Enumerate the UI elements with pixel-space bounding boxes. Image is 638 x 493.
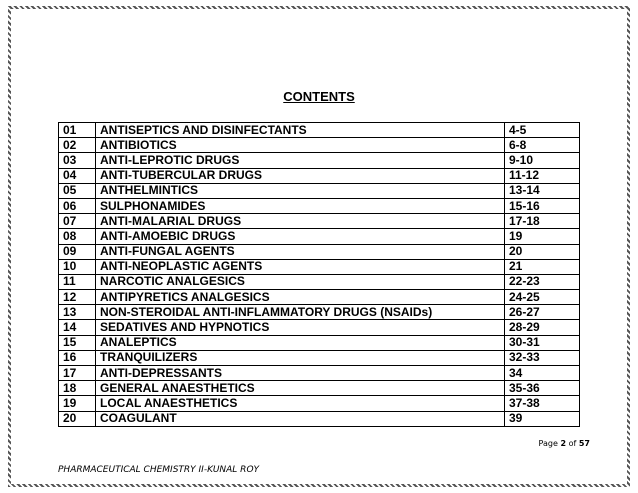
row-number: 18 (59, 381, 96, 396)
table-row (59, 350, 580, 365)
row-topic: ANTI-NEOPLASTIC AGENTS (96, 259, 505, 274)
page-label: Page (538, 439, 558, 448)
row-pages: 26-27 (505, 305, 580, 320)
page-number (539, 439, 590, 448)
row-topic: ANTI-FUNGAL AGENTS (96, 244, 505, 259)
row-pages: 20 (505, 244, 580, 259)
row-topic: ANTI-DEPRESSANTS (96, 366, 505, 381)
row-number: 16 (59, 350, 96, 365)
row-topic: TRANQUILIZERS (96, 350, 505, 365)
row-number: 13 (59, 305, 96, 320)
row-topic: ANTIBIOTICS (96, 138, 505, 153)
row-number: 12 (59, 290, 96, 305)
row-number: 02 (59, 138, 96, 153)
row-number: 20 (59, 411, 96, 426)
table-row (59, 214, 580, 229)
table-row (59, 290, 580, 305)
row-topic: ANTI-AMOEBIC DRUGS (96, 229, 505, 244)
row-number: 09 (59, 244, 96, 259)
row-number: 07 (59, 214, 96, 229)
row-topic: NON-STEROIDAL ANTI-INFLAMMATORY DRUGS (NSAIDs) (96, 305, 505, 320)
row-number: 10 (59, 259, 96, 274)
row-topic: ANTI-TUBERCULAR DRUGS (96, 168, 505, 183)
row-topic: LOCAL ANAESTHETICS (96, 396, 505, 411)
table-row (59, 183, 580, 198)
row-pages: 32-33 (505, 350, 580, 365)
page-current: 2 (560, 439, 567, 448)
table-row (59, 274, 580, 289)
row-pages: 6-8 (505, 138, 580, 153)
row-number: 19 (59, 396, 96, 411)
row-topic: ANTI-MALARIAL DRUGS (96, 214, 505, 229)
row-pages: 15-16 (505, 198, 580, 213)
row-pages: 37-38 (505, 396, 580, 411)
row-pages: 21 (505, 259, 580, 274)
row-pages: 35-36 (505, 381, 580, 396)
row-pages: 13-14 (505, 183, 580, 198)
row-topic: ANTI-LEPROTIC DRUGS (96, 153, 505, 168)
row-number: 14 (59, 320, 96, 335)
page-of: of (568, 439, 577, 448)
row-pages: 4-5 (505, 123, 580, 138)
row-number: 04 (59, 168, 96, 183)
table-row (59, 123, 580, 138)
row-pages: 34 (505, 366, 580, 381)
row-number: 11 (59, 274, 96, 289)
row-pages: 11-12 (505, 168, 580, 183)
row-topic: GENERAL ANAESTHETICS (96, 381, 505, 396)
table-row (59, 138, 580, 153)
table-row (59, 320, 580, 335)
row-number: 15 (59, 335, 96, 350)
row-pages: 24-25 (505, 290, 580, 305)
row-number: 03 (59, 153, 96, 168)
row-pages: 30-31 (505, 335, 580, 350)
row-topic: COAGULANT (96, 411, 505, 426)
table-row (59, 411, 580, 426)
table-row (59, 305, 580, 320)
table-row (59, 244, 580, 259)
row-topic: ANTHELMINTICS (96, 183, 505, 198)
row-number: 06 (59, 198, 96, 213)
page-total: 57 (578, 439, 590, 448)
table-row (59, 381, 580, 396)
table-row (59, 198, 580, 213)
table-row (59, 259, 580, 274)
page-title: CONTENTS (283, 89, 355, 104)
row-pages: 17-18 (505, 214, 580, 229)
row-pages: 28-29 (505, 320, 580, 335)
table-row (59, 168, 580, 183)
contents-table (58, 122, 580, 427)
table-row (59, 229, 580, 244)
row-topic: SEDATIVES AND HYPNOTICS (96, 320, 505, 335)
row-pages: 22-23 (505, 274, 580, 289)
table-row (59, 366, 580, 381)
table-row (59, 396, 580, 411)
row-pages: 9-10 (505, 153, 580, 168)
row-topic: NARCOTIC ANALGESICS (96, 274, 505, 289)
row-topic: SULPHONAMIDES (96, 198, 505, 213)
table-row (59, 153, 580, 168)
row-number: 08 (59, 229, 96, 244)
table-row (59, 335, 580, 350)
row-topic: ANALEPTICS (96, 335, 505, 350)
row-pages: 19 (505, 229, 580, 244)
footer-text: PHARMACEUTICAL CHEMISTRY II-KUNAL ROY (58, 465, 260, 475)
row-number: 17 (59, 366, 96, 381)
row-topic: ANTISEPTICS AND DISINFECTANTS (96, 123, 505, 138)
row-topic: ANTIPYRETICS ANALGESICS (96, 290, 505, 305)
row-number: 05 (59, 183, 96, 198)
row-pages: 39 (505, 411, 580, 426)
row-number: 01 (59, 123, 96, 138)
